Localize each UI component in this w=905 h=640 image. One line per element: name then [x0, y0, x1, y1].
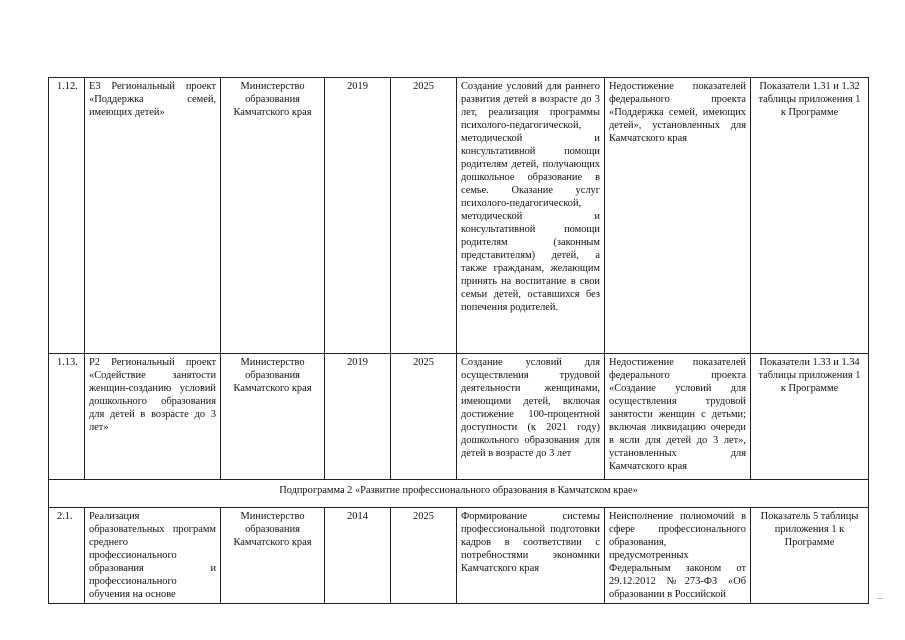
table-row: [49, 354, 869, 480]
subprogram-row: [49, 480, 869, 508]
row-number: 1.13.: [49, 354, 85, 480]
end-year: 2025: [391, 78, 457, 354]
measure-name: Реализация образовательных программ среднего профессионального образования и профессионального обучения на основе: [85, 508, 221, 604]
end-year: 2025: [391, 354, 457, 480]
row-number: 2.1.: [49, 508, 85, 604]
row-number: 1.12.: [49, 78, 85, 354]
executor: Министерство образования Камчатского края: [221, 78, 325, 354]
table-row: [49, 508, 869, 604]
expected-result: Создание условий для раннего развития детей в возрасте до 3 лет, реализация программы психолого-педагогической, методической и консультативной помощи родителям детей, получающих дошкольное образование в семье. Оказание услуг психолого-педагогической, методической и консультативной помощи родителям (законным представителям) детей, а также гражданам, желающим принять на воспитание в свои семьи детей, оставшихся без попечения родителей.: [457, 78, 605, 354]
start-year: 2019: [325, 354, 391, 480]
start-year: 2019: [325, 78, 391, 354]
non-implementation-consequences: Неисполнение полномочий в сфере профессионального образования, предусмотренных Федеральным законом от 29.12.2012 №273-ФЗ «Об образовании в Российской: [605, 508, 751, 604]
program-measures-table: [48, 77, 869, 604]
related-indicators: Показатели 1.31 и 1.32 таблицы приложения 1 к Программе: [751, 78, 869, 354]
expected-result: Формирование системы профессиональной подготовки кадров в соответствии с потребностями экономики Камчатского края: [457, 508, 605, 604]
executor: Министерство образования Камчатского края: [221, 354, 325, 480]
related-indicators: Показатель 5 таблицы приложения 1 к Программе: [751, 508, 869, 604]
related-indicators: Показатели 1.33 и 1.34 таблицы приложения 1 к Программе: [751, 354, 869, 480]
subprogram-title: Подпрограмма 2 «Развитие профессионального образования в Камчатском крае»: [49, 480, 869, 508]
expected-result: Создание условий для осуществления трудовой деятельности женщинами, имеющими детей, включая достижение 100-процентной доступности (к 2021 году) дошкольного образования для детей в возрасте до 3 лет: [457, 354, 605, 480]
non-implementation-consequences: Недостижение показателей федерального проекта «Создание условий для осуществления трудовой занятости женщин с детьми; включая ликвидацию очереди в ясли для детей до 3 лет», установленных для Камчатского края: [605, 354, 751, 480]
measure-name: Е3 Региональный проект «Поддержка семей, имеющих детей»: [85, 78, 221, 354]
measure-name: Р2 Региональный проект «Содействие занятости женщин-созданию условий дошкольного образования для детей в возрасте до 3 лет»: [85, 354, 221, 480]
executor: Министерство образования Камчатского края: [221, 508, 325, 604]
end-year: 2025: [391, 508, 457, 604]
table-row: [49, 78, 869, 354]
scan-artifact: [877, 598, 883, 599]
start-year: 2014: [325, 508, 391, 604]
non-implementation-consequences: Недостижение показателей федерального проекта «Поддержка семей, имеющих детей», установленных для Камчатского края: [605, 78, 751, 354]
